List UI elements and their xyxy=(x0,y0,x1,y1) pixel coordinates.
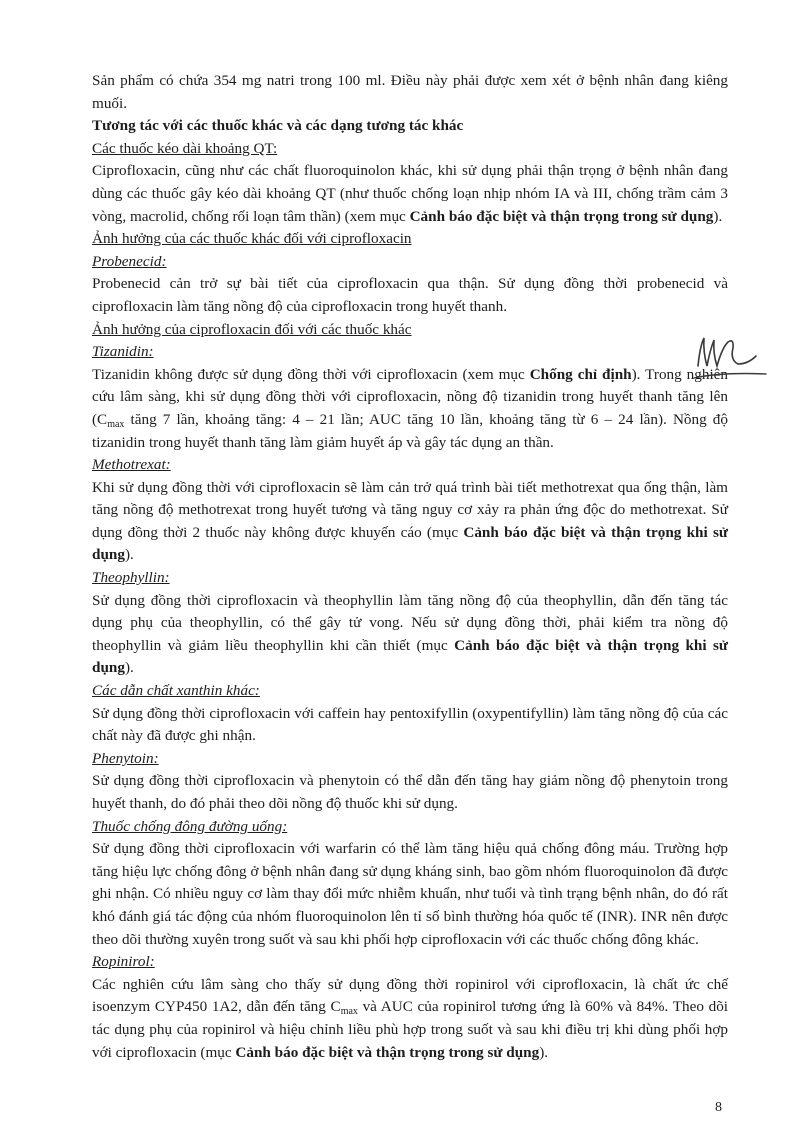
section-heading-interactions: Tương tác với các thuốc khác và các dạng tương tác khác xyxy=(92,117,464,135)
drug-title-probenecid: Probenecid: xyxy=(92,252,167,270)
document-body xyxy=(92,70,728,1064)
drug-title-methotrexat: Methotrexat: xyxy=(92,456,171,474)
paragraph-xanthin: Sử dụng đồng thời ciprofloxacin với caffein hay pentoxifyllin (oxypentifyllin) làm tăng nồng độ của các chất này đã được ghi nhận. xyxy=(92,704,728,745)
paragraph-phenytoin: Sử dụng đồng thời ciprofloxacin và phenytoin có thể dẫn đến tăng hay giảm nồng độ phenytoin trong huyết thanh, do đó phải theo dõi nồng độ thuốc khi sử dụng. xyxy=(92,772,728,812)
subscript: max xyxy=(107,418,125,430)
drug-title-anticoagulant: Thuốc chống đông đường uống: xyxy=(92,817,288,835)
paragraph-probenecid: Probenecid cản trở sự bài tiết của ciprofloxacin qua thận. Sử dụng đồng thời probenecid và ciprofloxacin làm tăng nồng độ của ciprofloxacin trong huyết thanh. xyxy=(92,275,728,315)
subheading-effects-of-cipro: Ảnh hưởng của ciprofloxacin đối với các thuốc khác xyxy=(92,320,412,338)
paragraph-theophyllin: Sử dụng đồng thời ciprofloxacin và theophyllin làm tăng nồng độ của theophyllin, dẫn đến tăng tác dụng phụ của theophyllin, có thể gây tử vong. Nếu sử dụng đồng thời, phải kiểm tra nồng độ theophyllin và giảm liều theophyllin khi cần thiết (mục Cảnh báo đặc biệt và thận trọng khi sử dụng). xyxy=(92,591,728,677)
paragraph-ropinirol: Các nghiên cứu lâm sàng cho thấy sử dụng đồng thời ropinirol với ciprofloxacin, là chất ức chế isoenzym CYP450 1A2, dẫn đến tăng $C_{max}$ và AUC của ropinirol tương ứng là 60% và 84%. Theo dõi tác dụng phụ của ropinirol và hiệu chỉnh liều phù hợp trong suốt và sau khi điều trị khi dùng phối hợp với ciprofloxacin (mục Cảnh báo đặc biệt và thận trọng trong sử dụng). xyxy=(92,975,729,1061)
paragraph-methotrexat: Khi sử dụng đồng thời với ciprofloxacin sẽ làm cản trở quá trình bài tiết methotrexat qua ống thận, làm tăng nồng độ methotrexat trong huyết tương và tăng nguy cơ xảy ra phản ứng độc do methotrexat. Sử dụng đồng thời 2 thuốc này không được khuyến cáo (mục Cảnh báo đặc biệt và thận trọng khi sử dụng). xyxy=(92,478,728,564)
cross-reference: Cảnh báo đặc biệt và thận trọng trong sử dụng xyxy=(409,207,714,225)
drug-title-xanthin: Các dẫn chất xanthin khác: xyxy=(92,682,260,700)
paragraph-qt: Ciprofloxacin, cũng như các chất fluoroquinolon khác, khi sử dụng phải thận trọng ở bệnh nhân đang dùng các thuốc gây kéo dài khoảng QT (như thuốc chống loạn nhịp nhóm IA và III, chống trầm cảm 3 vòng, macrolid, chống rối loạn tâm thần) (xem mục Cảnh báo đặc biệt và thận trọng trong sử dụng). xyxy=(92,162,728,225)
cross-reference: Cảnh báo đặc biệt và thận trọng khi sử dụng xyxy=(92,636,728,677)
handwritten-signature xyxy=(676,326,772,396)
cross-reference: Cảnh báo đặc biệt và thận trọng khi sử dụng xyxy=(92,523,728,564)
subheading-qt: Các thuốc kéo dài khoảng QT: xyxy=(92,139,278,157)
paragraph-tizanidin: Tizanidin không được sử dụng đồng thời với ciprofloxacin (xem mục Chống chỉ định). Trong nghiên cứu lâm sàng, khi sử dụng đồng thời với ciprofloxacin, nồng độ tizanidin trong huyết thanh tăng lên ($C_{max}$ tăng 7 lần, khoảng tăng: 4 – 21 lần; AUC tăng 10 lần, khoảng tăng từ 6 – 24 lần). Nồng độ tizanidin trong huyết thanh tăng làm giảm huyết áp và gây tác dụng an thần. xyxy=(92,365,729,451)
drug-title-phenytoin: Phenytoin: xyxy=(92,749,159,767)
drug-title-ropinirol: Ropinirol: xyxy=(92,953,155,971)
cross-reference: Cảnh báo đặc biệt và thận trọng trong sử dụng xyxy=(235,1043,540,1061)
drug-title-tizanidin: Tizanidin: xyxy=(92,343,154,361)
drug-title-theophyllin: Theophyllin: xyxy=(92,569,170,587)
subheading-effects-on-cipro: Ảnh hưởng của các thuốc khác đối với ciprofloxacin xyxy=(92,230,412,248)
subscript: max xyxy=(340,1006,358,1018)
paragraph-anticoagulant: Sử dụng đồng thời ciprofloxacin với warfarin có thể làm tăng hiệu quả chống đông máu. Trường hợp tăng hiệu lực chống đông ở bệnh nhân đang sử dụng kháng sinh, bao gồm nhóm fluoroquinolon đã được ghi nhận. Có nhiều nguy cơ làm thay đổi mức nhiễm khuẩn, như tuổi và tình trạng bệnh nhân, do đó rất khó đánh giá tác động của nhóm fluoroquinolon lên tỉ số bình thường hóa quốc tế (INR). INR nên được theo dõi thường xuyên trong suốt và sau khi phối hợp ciprofloxacin với các thuốc chống đông khác. xyxy=(92,840,728,948)
page-number: 8 xyxy=(715,1100,722,1115)
sodium-note: Sản phẩm có chứa 354 mg natri trong 100 ml. Điều này phải được xem xét ở bệnh nhân đang kiêng muối. xyxy=(92,72,728,112)
cross-reference: Chống chỉ định xyxy=(529,365,632,383)
